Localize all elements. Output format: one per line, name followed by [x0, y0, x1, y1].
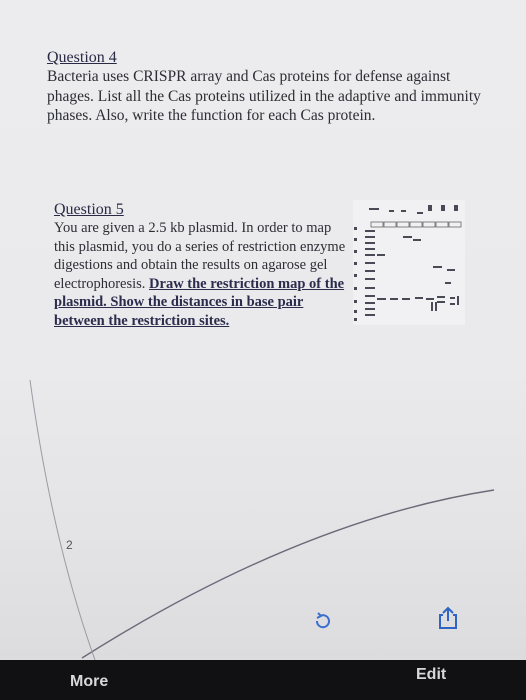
- page-number: 2: [66, 538, 73, 552]
- question-5-title: Question 5: [54, 201, 124, 218]
- share-icon[interactable]: [437, 606, 459, 635]
- question-5-body: You are given a 2.5 kb plasmid. In order to map this plasmid, you do a series of restriction enzyme digestions and obtain the results on agarose gel electrophoresis.: [54, 220, 346, 292]
- more-button[interactable]: More: [70, 673, 109, 690]
- question-5-instruction: Draw the restriction map of the plasmid. Show the distances in base pair between the restriction sites.: [54, 275, 345, 329]
- rotate-icon[interactable]: [313, 611, 333, 636]
- question-4-body: Bacteria uses CRISPR array and Cas proteins for defense against phages. List all the Cas proteins utilized in the adaptive and immunity phases. Also, write the function for each Cas protein.: [47, 68, 481, 124]
- question-4-title: Question 4: [47, 49, 117, 66]
- edit-button[interactable]: Edit: [416, 666, 447, 683]
